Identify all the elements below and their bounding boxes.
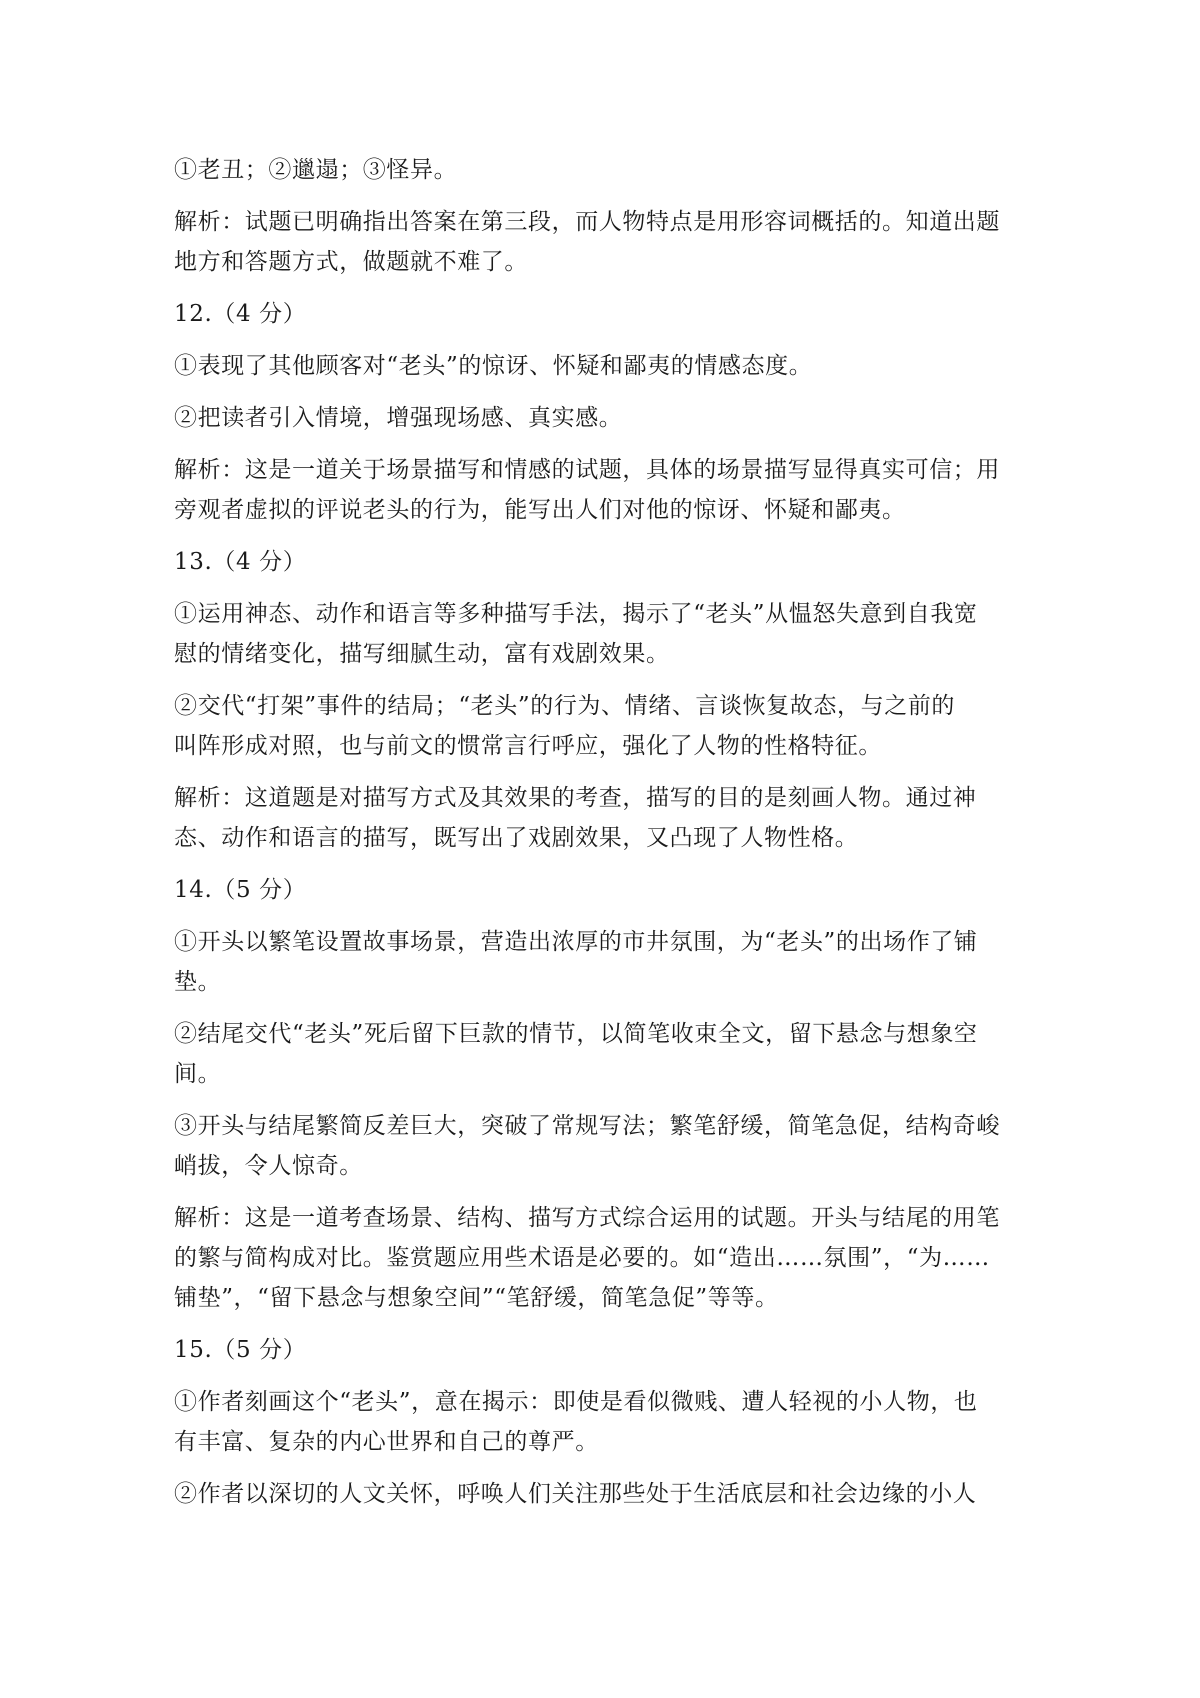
text-line: ①表现了其他顾客对“老头”的惊讶、怀疑和鄙夷的情感态度。 [174,353,813,379]
text-line: 慰的情绪变化，描写细腻生动，富有戏剧效果。 [174,641,670,667]
text-line: 解析：这道题是对描写方式及其效果的考查，描写的目的是刻画人物。通过神 [174,785,977,811]
text-line: ②交代“打架”事件的结局；“老头”的行为、情绪、言谈恢复故态，与之前的 [174,693,956,719]
text-line: 解析：试题已明确指出答案在第三段，而人物特点是用形容词概括的。知道出题 [174,209,1000,235]
text-line: ①作者刻画这个“老头”，意在揭示：即使是看似微贱、遭人轻视的小人物，也 [174,1389,978,1415]
question-number: 12.（4 分） [174,301,307,327]
answer-key-page [174,150,1040,1514]
text-line: 叫阵形成对照，也与前文的惯常言行呼应，强化了人物的性格特征。 [174,733,882,759]
text-line: 旁观者虚拟的评说老头的行为，能写出人们对他的惊讶、怀疑和鄙夷。 [174,497,906,523]
text-line: 间。 [174,1061,222,1087]
text-line: 峭拔，令人惊奇。 [174,1153,363,1179]
text-line: ①运用神态、动作和语言等多种描写手法，揭示了“老头”从愠怒失意到自我宽 [174,601,978,627]
text-line: ②结尾交代“老头”死后留下巨款的情节，以简笔收束全文，留下悬念与想象空 [174,1021,978,1047]
text-line: ①开头以繁笔设置故事场景，营造出浓厚的市井氛围，为“老头”的出场作了铺 [174,929,978,955]
text-line: 垫。 [174,969,222,995]
text-line: ③开头与结尾繁简反差巨大，突破了常规写法；繁笔舒缓，简笔急促，结构奇峻 [174,1113,1000,1139]
question-number: 15.（5 分） [174,1337,307,1363]
text-line: 铺垫”，“留下悬念与想象空间”“笔舒缓，简笔急促”等等。 [174,1285,779,1311]
text-line: 解析：这是一道关于场景描写和情感的试题，具体的场景描写显得真实可信；用 [174,457,1000,483]
text-line: ②把读者引入情境，增强现场感、真实感。 [174,405,623,431]
text-line: 地方和答题方式，做题就不难了。 [174,249,528,275]
text-line: ①老丑；②邋遢；③怪异。 [174,157,458,183]
text-line: 解析：这是一道考查场景、结构、描写方式综合运用的试题。开头与结尾的用笔 [174,1205,1000,1231]
text-line: ②作者以深切的人文关怀，呼唤人们关注那些处于生活底层和社会边缘的小人 [174,1481,977,1507]
question-number: 13.（4 分） [174,549,307,575]
question-number: 14.（5 分） [174,877,307,903]
text-line: 的繁与简构成对比。鉴赏题应用些术语是必要的。如“造出……氛围”，“为…… [174,1245,990,1271]
text-line: 有丰富、复杂的内心世界和自己的尊严。 [174,1429,599,1455]
text-line: 态、动作和语言的描写，既写出了戏剧效果，又凸现了人物性格。 [174,825,859,851]
